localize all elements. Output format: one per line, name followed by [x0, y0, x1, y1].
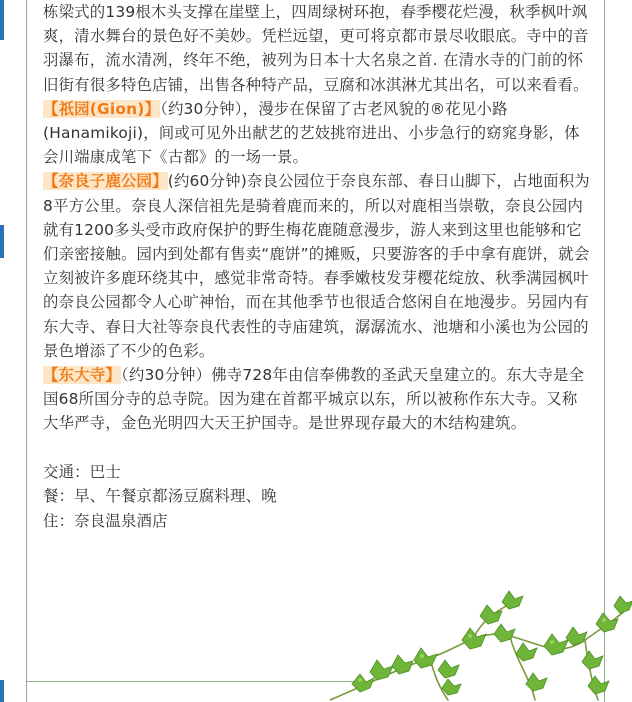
section-tag-todaiji: 【东大寺】 [43, 366, 121, 385]
section-text-gion: （约30分钟），漫步在保留了古老风貌的®花见小路(Hanamikoji)，间或可见外出献艺的艺妓挑帘进出、小步急行的窈窕身影，体会川端康成笔下《古都》的一场一景。 [43, 99, 580, 167]
section-tag-gion: 【祇园(Gion)】 [43, 99, 161, 118]
itinerary-info [43, 460, 591, 534]
transport-line: 交通：巴士 [43, 462, 121, 481]
left-accent-strip [0, 0, 4, 702]
section-tag-nara-park: 【奈良子鹿公园】 [43, 172, 168, 191]
intro-paragraph: 栋梁式的139根木头支撑在崖壁上，四周绿树环抱，春季樱花烂漫，秋季枫叶飒爽，清水舞台的景色好不美妙。凭栏远望，更可将京都市景尽收眼底。寺中的音羽瀑布，流水清冽，终年不绝，被列为日本十大名泉之首. 在清水寺的门前的怀旧街有很多特色店铺，出售各种特产品，豆腐和冰淇淋尤其出名，可以来看看。 [43, 3, 589, 94]
frame-bottom-line [26, 681, 356, 682]
section-gion [43, 97, 591, 170]
section-nara-park [43, 169, 591, 363]
hotel-line: 住：奈良温泉酒店 [43, 511, 168, 530]
section-text-nara-park: (约60分钟)奈良公园位于奈良东部、春日山脚下，占地面积为8平方公里。奈良人深信祖先是骑着鹿而来的，所以对鹿相当崇敬，奈良公园内就有1200多头受市政府保护的野生梅花鹿随意漫步，游人来到这里也能够和它们亲密接触。园内到处都有售卖“鹿饼”的摊贩，只要游客的手中拿有鹿饼，就会立刻被许多鹿环绕其中，感觉非常奇特。春季嫩枝发芽樱花绽放、秋季满园枫叶的奈良公园都令人心旷神怡，而在其他季节也很适合悠闲自在地漫步。另园内有东大寺、春日大社等奈良代表性的寺庙建筑，潺潺流水、池塘和小溪也为公园的景色增添了不少的色彩。 [43, 172, 590, 360]
meals-line: 餐：早、午餐京都汤豆腐料理、晚 [43, 487, 277, 506]
section-text-todaiji: （约30分钟）佛寺728年由信奉佛教的圣武天皇建立的。东大寺是全国68所国分寺的总寺院。因为建在首都平城京以东，所以被称作东大寺。又称大华严寺，金色光明四大天王护国寺。是世界现存最大的木结构建筑。 [43, 366, 585, 433]
section-todaiji [43, 363, 591, 436]
article-body [43, 0, 591, 533]
accent-mark [0, 680, 4, 702]
ivy-vine-icon [330, 588, 632, 702]
